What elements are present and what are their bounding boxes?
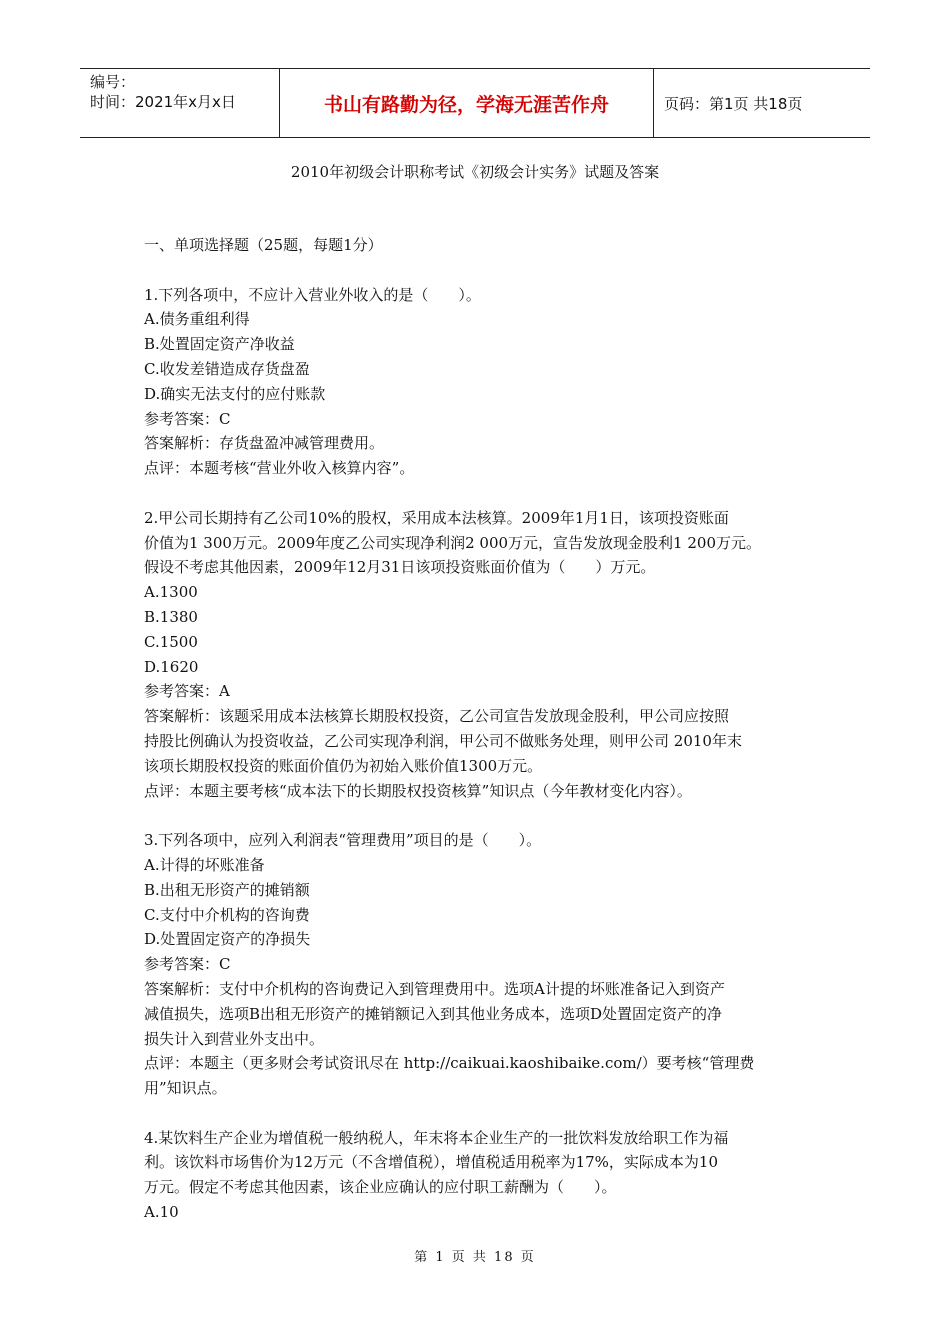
option: D.处置固定资产的净损失 xyxy=(144,930,311,949)
answer-analysis: 答案解析：该题采用成本法核算长期股权投资，乙公司宣告发放现金股利，甲公司应按照 xyxy=(144,707,730,726)
question-2 xyxy=(144,506,810,804)
question-stem: 3.下列各项中，应列入利润表“管理费用”项目的是（ ）。 xyxy=(144,831,542,850)
page-header xyxy=(80,68,870,138)
option: A.计得的坏账准备 xyxy=(144,855,265,874)
option: C.1500 xyxy=(144,632,198,651)
reference-answer: 参考答案：C xyxy=(144,955,231,974)
number-label: 编号： xyxy=(90,73,136,91)
answer-analysis: 减值损失，选项B出租无形资产的摊销额记入到其他业务成本，选项D处置固定资产的净 xyxy=(144,1004,723,1023)
answer-analysis: 答案解析：存货盘盈冲减管理费用。 xyxy=(144,434,385,453)
option: B.处置固定资产净收益 xyxy=(144,335,295,354)
answer-analysis: 损失计入到营业外支出中。 xyxy=(144,1029,325,1048)
document-body xyxy=(144,233,810,1225)
question-stem: 1.下列各项中，不应计入营业外收入的是（ ）。 xyxy=(144,285,481,304)
question-1 xyxy=(144,283,810,481)
answer-analysis: 持股比例确认为投资收益，乙公司实现净利润，甲公司不做账务处理，则甲公司 2010年末 xyxy=(144,731,742,750)
question-stem: 4.某饮料生产企业为增值税一般纳税人，年末将本企业生产的一批饮料发放给职工作为福 xyxy=(144,1128,729,1147)
option: D.1620 xyxy=(144,657,199,676)
option: B.1380 xyxy=(144,607,198,626)
question-stem: 万元。假定不考虑其他因素，该企业应确认的应付职工薪酬为（ ）。 xyxy=(144,1178,617,1197)
question-stem: 2.甲公司长期持有乙公司10%的股权，采用成本法核算。2009年1月1日，该项投资账面 xyxy=(144,508,729,527)
reference-answer: 参考答案：A xyxy=(144,682,230,701)
option: A.10 xyxy=(144,1203,179,1222)
question-stem: 假设不考虑其他因素，2009年12月31日该项投资账面价值为（ ）万元。 xyxy=(144,558,656,577)
question-4 xyxy=(144,1126,810,1225)
comment: 点评：本题考核“营业外收入核算内容”。 xyxy=(144,459,415,478)
header-page-info: 页码：第1页 共18页 xyxy=(664,94,803,113)
option: C.支付中介机构的咨询费 xyxy=(144,905,310,924)
option: B.出租无形资产的摊销额 xyxy=(144,880,310,899)
page-footer: 第 1 页 共 18 页 xyxy=(414,1250,536,1265)
section-heading: 一、单项选择题（25题，每题1分） xyxy=(144,236,383,254)
header-motto: 书山有路勤为径，学海无涯苦作舟 xyxy=(280,69,654,137)
document-title: 2010年初级会计职称考试《初级会计实务》试题及答案 xyxy=(290,163,660,181)
option: D.确实无法支付的应付账款 xyxy=(144,384,326,403)
answer-analysis: 答案解析：支付中介机构的咨询费记入到管理费用中。选项A计提的坏账准备记入到资产 xyxy=(144,979,725,998)
question-3 xyxy=(144,828,810,1101)
comment: 用”知识点。 xyxy=(144,1079,227,1098)
header-info-cell xyxy=(80,69,280,137)
comment: 点评：本题主要考核“成本法下的长期股权投资核算”知识点（今年教材变化内容）。 xyxy=(144,781,692,800)
option: C.收发差错造成存货盘盈 xyxy=(144,359,310,378)
question-stem: 利。该饮料市场售价为12万元（不含增值税），增值税适用税率为17%，实际成本为10 xyxy=(144,1153,719,1172)
option: A.1300 xyxy=(144,583,198,602)
reference-answer: 参考答案：C xyxy=(144,409,231,428)
comment: 点评：本题主（更多财会考试资讯尽在 http://caikuai.kaoshibaike.com/）要考核“管理费 xyxy=(144,1054,755,1073)
question-stem: 价值为1 300万元。2009年度乙公司实现净利润2 000万元，宣告发放现金股利1 200万元。 xyxy=(144,533,762,552)
time-label: 时间：2021年x月x日 xyxy=(90,93,236,111)
option: A.债务重组利得 xyxy=(144,310,250,329)
answer-analysis: 该项长期股权投资的账面价值仍为初始入账价值1300万元。 xyxy=(144,756,543,775)
